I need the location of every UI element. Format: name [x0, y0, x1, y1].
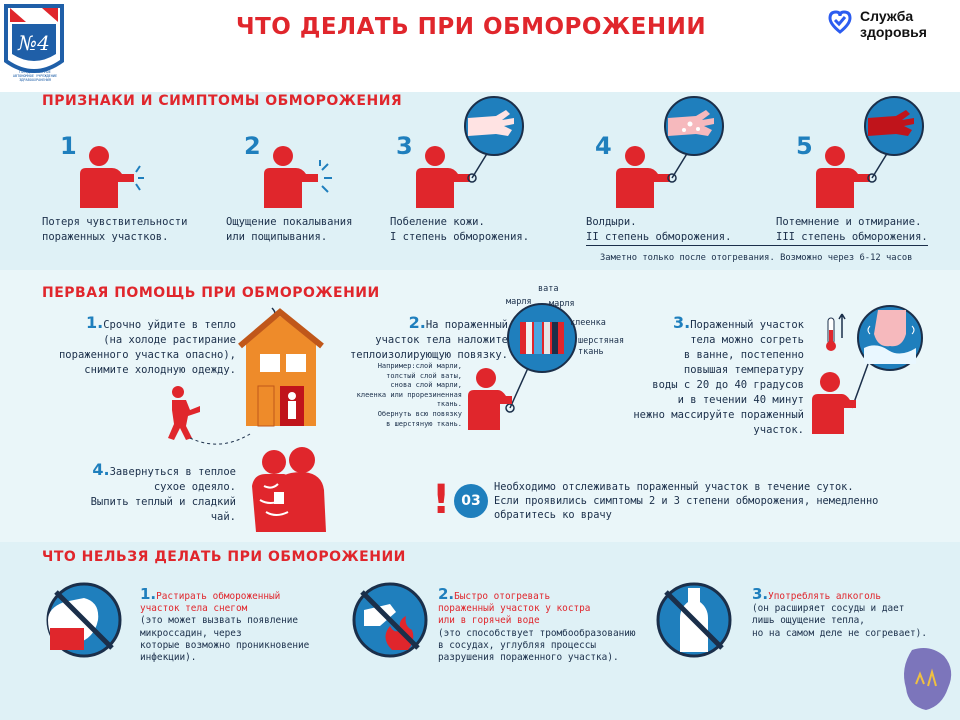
- house-illustration: [160, 302, 340, 456]
- step-2-number: 2.: [408, 313, 426, 332]
- symptom-text-2: [226, 215, 386, 245]
- step-2-line2: участок тела наложите: [375, 334, 508, 346]
- dont-2: [438, 585, 658, 664]
- symptom-3-line1: Побеление кожи.: [390, 216, 485, 228]
- symptom-2-line1: Ощущение покалывания: [226, 216, 353, 228]
- page-title: ЧТО ДЕЛАТЬ ПРИ ОБМОРОЖЕНИИ: [236, 14, 707, 40]
- step-3-line6: и в течении 40 минут: [677, 394, 804, 406]
- dont-1-line3: (это может вызвать появление: [140, 615, 299, 627]
- step-4-line2: сухое одеяло.: [153, 481, 236, 493]
- person-icon-3: [410, 96, 530, 210]
- layer-kleenka: клеенка: [570, 318, 606, 328]
- symptom-1-line2: пораженных участков.: [42, 231, 169, 243]
- dont-3-line2: (он расширяет сосуды и дает: [752, 603, 905, 615]
- layer-vata: вата: [538, 284, 559, 294]
- step-4-line4: чай.: [210, 511, 236, 523]
- warning-text: [494, 480, 954, 522]
- bandage-person-illustration: [468, 300, 578, 430]
- region-map-emblem: [900, 644, 956, 720]
- hospital-logo: [2, 2, 66, 84]
- thermometer-bath-illustration: [812, 304, 932, 436]
- symptom-number-2: 2: [244, 132, 261, 160]
- step-4-line3: Выпить теплый и сладкий: [90, 496, 236, 508]
- step-1-number: 1.: [86, 313, 104, 332]
- bandage-note: [344, 362, 462, 429]
- dont-1: [140, 585, 350, 664]
- symptoms-heading: ПРИЗНАКИ И СИМПТОМЫ ОБМОРОЖЕНИЯ: [42, 93, 403, 109]
- symptom-text-3: [390, 215, 550, 245]
- symptom-4-line2: II степень обморожения.: [586, 231, 732, 243]
- dont-1-line2: участок тела снегом: [140, 603, 248, 615]
- symptom-number-1: 1: [60, 132, 77, 160]
- warning-exclamation-icon: !: [432, 477, 451, 523]
- dont-3-number: 3.: [752, 585, 769, 603]
- heart-check-icon: [826, 10, 854, 36]
- bandage-note-6: Обернуть всю повязку: [377, 409, 462, 418]
- symptom-1-line1: Потеря чувствительности: [42, 216, 188, 228]
- dont-3-line4: но на самом деле не согревает).: [752, 627, 927, 639]
- person-icon-4: [610, 96, 730, 210]
- bandage-note-2: толстый слой ваты,: [386, 371, 462, 380]
- symptom-number-5: 5: [796, 132, 813, 160]
- hospital-logo-text: ГОСУДАРСТВЕННОЕ АВТОНОМНОЕ УЧРЕЖДЕНИЕ ЗДРАВООХРАНЕНИЯ: [12, 70, 58, 82]
- symptom-text-5: [776, 215, 956, 245]
- bandage-note-1: Например:слой марли,: [377, 362, 462, 370]
- bandage-note-7: в шерстяную ткань.: [386, 419, 462, 428]
- donts-heading: ЧТО НЕЛЬЗЯ ДЕЛАТЬ ПРИ ОБМОРОЖЕНИИ: [42, 549, 406, 565]
- symptoms-note: Заметно только после отогревания. Возможно через 6-12 часов: [600, 253, 913, 263]
- no-snow-rub-icon: [44, 580, 124, 660]
- dont-2-line6: разрушения пораженного участка).: [438, 652, 619, 664]
- dont-2-line2: пораженный участок у костра: [438, 603, 591, 615]
- dont-3-line1: Употреблять алкоголь: [768, 591, 882, 602]
- warning-line-2: Если проявились симптомы 2 и 3 степени обморожения, немедленно: [494, 495, 879, 507]
- symptom-3-line2: I степень обморожения.: [390, 231, 530, 243]
- dont-3: [752, 585, 952, 640]
- step-3-line5: воды с 20 до 40 градусов: [652, 379, 804, 391]
- dont-1-number: 1.: [140, 585, 157, 603]
- step-2-line1: На пораженный: [425, 319, 508, 331]
- first-aid-step-4: [40, 462, 236, 525]
- brand-line-2: здоровья: [860, 24, 927, 40]
- step-1-line1: Срочно уйдите в тепло: [103, 319, 236, 331]
- person-icon-5: [810, 96, 930, 210]
- symptom-number-4: 4: [595, 132, 612, 160]
- symptom-5-line1: Потемнение и отмирание.: [776, 216, 922, 228]
- dont-1-line4: микроссадин, через: [140, 627, 242, 639]
- health-service-logo: [826, 6, 954, 46]
- person-icon-1: [74, 144, 154, 210]
- emergency-badge: 03: [454, 484, 488, 518]
- step-1-line2: (на холоде растирание: [103, 334, 236, 346]
- step-2-line3: теплоизолирующую повязку.: [349, 349, 508, 361]
- layer-marlya-2: марля: [549, 299, 575, 309]
- step-3-line1: Пораженный участок: [690, 319, 804, 331]
- symptom-text-4: [586, 215, 756, 245]
- warning-line-1: Необходимо отслеживать пораженный участок в течение суток.: [494, 481, 854, 493]
- step-4-number: 4.: [92, 460, 110, 479]
- step-3-line4: повышая температуру: [683, 364, 804, 376]
- step-3-line7: нежно массируйте пораженный: [633, 409, 804, 421]
- person-icon-2: [258, 144, 338, 210]
- svg-text:№4: №4: [18, 31, 50, 55]
- symptom-divider: [586, 245, 928, 246]
- symptom-number-3: 3: [396, 132, 413, 160]
- symptom-5-line2: III степень обморожения.: [776, 231, 928, 243]
- symptom-2-line2: или пощипывания.: [226, 231, 328, 243]
- dont-2-line5: в сосудах, углубляя процессы: [438, 639, 597, 651]
- no-alcohol-icon: [654, 580, 734, 660]
- dont-2-line4: (это способствует тромбообразованию: [438, 627, 636, 639]
- first-aid-step-3: [604, 315, 804, 438]
- dont-2-line3: или в горячей воде: [438, 615, 540, 627]
- step-3-line8: участок.: [753, 424, 804, 436]
- dont-1-line5: которые возможно проникновение: [140, 639, 310, 651]
- dont-1-line6: инфекции).: [140, 652, 197, 664]
- step-1-line4: снимите холодную одежду.: [84, 364, 236, 376]
- warning-line-3: обратитесь ко врачу: [494, 509, 612, 521]
- step-3-line2: тела можно согреть: [690, 334, 804, 346]
- step-3-number: 3.: [672, 313, 691, 332]
- first-aid-heading: ПЕРВАЯ ПОМОЩЬ ПРИ ОБМОРОЖЕНИИ: [42, 285, 380, 301]
- layer-wool-2: ткань: [578, 347, 604, 357]
- brand-line-1: Служба: [860, 8, 914, 24]
- dont-2-line1: Быстро отогревать: [454, 591, 551, 602]
- step-3-line3: в ванне, постепенно: [683, 349, 804, 361]
- step-4-line1: Завернуться в теплое: [109, 466, 236, 478]
- dont-2-number: 2.: [438, 585, 455, 603]
- dont-3-line3: лишь ощущение тепла,: [752, 615, 865, 627]
- symptom-text-1: [42, 215, 212, 245]
- blanket-tea-illustration: [244, 446, 334, 532]
- bandage-note-4: клеенка или прорезиненная: [356, 390, 462, 399]
- step-1-line3: пораженного участка опасно),: [58, 349, 236, 361]
- layer-wool-1: шерстяная: [578, 336, 625, 346]
- no-fire-warming-icon: [350, 580, 430, 660]
- dont-1-line1: Растирать обмороженный: [156, 591, 281, 602]
- layer-marlya-1: марля: [506, 297, 532, 307]
- bandage-note-5: ткань.: [436, 400, 462, 409]
- bandage-note-3: снова слой марли,: [390, 381, 462, 390]
- symptom-4-line1: Волдыри.: [586, 216, 637, 228]
